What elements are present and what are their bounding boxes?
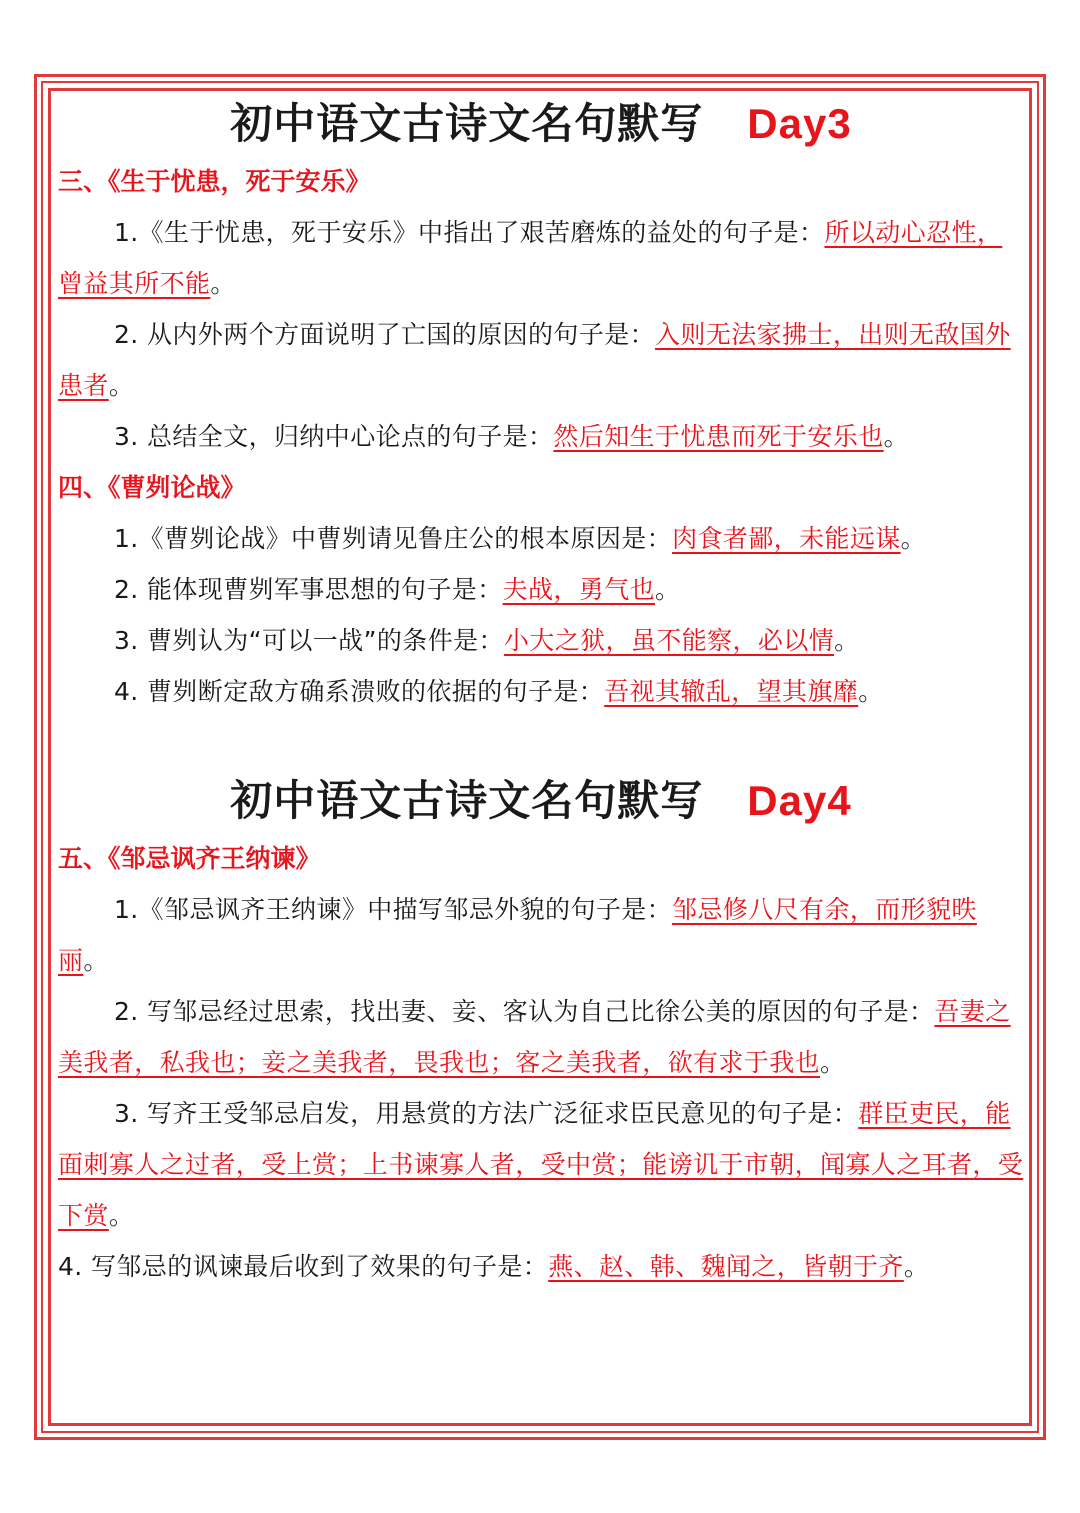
day4-title-text: 初中语文古诗文名句默写 <box>230 776 704 825</box>
sentence-end: 。 <box>883 422 910 451</box>
day4-title <box>58 769 1024 833</box>
question-prompt: 3. 写齐王受邹忌启发，用悬赏的方法广泛征求臣民意见的句子是： <box>114 1099 859 1128</box>
answer-text: 入则无法家拂士，出则无敌国外患者 <box>58 320 1011 400</box>
sentence-end: 。 <box>858 677 884 706</box>
sentence-end: 。 <box>108 371 135 400</box>
question-item <box>58 207 1024 309</box>
sentence-end: 。 <box>108 1201 135 1230</box>
section-heading: 五、《邹忌讽齐王纳谏》 <box>58 844 321 873</box>
day3-day-label: Day3 <box>747 100 852 147</box>
question-prompt: 2. 能体现曹刿军事思想的句子是： <box>114 575 503 604</box>
answer-text: 邹忌修八尺有余，而形貌昳丽 <box>58 895 977 975</box>
answer-text: 吾视其辙乱，望其旗靡 <box>604 677 859 706</box>
answer-text: 夫战，勇气也 <box>502 575 656 604</box>
answer-text: 群臣吏民，能面刺寡人之过者，受上赏；上书谏寡人者，受中赏；能谤讥于市朝，闻寡人之耳者，受下赏 <box>58 1099 1024 1230</box>
day3-title-text: 初中语文古诗文名句默写 <box>230 99 704 148</box>
sentence-end: 。 <box>900 524 927 553</box>
question-item <box>58 513 1024 564</box>
question-item <box>58 986 1024 1088</box>
sentence-end: 。 <box>655 575 681 604</box>
question-item <box>58 615 1024 666</box>
question-prompt: 3. 总结全文，归纳中心论点的句子是： <box>114 422 554 451</box>
answer-text: 小大之狱，虽不能察，必以情 <box>503 626 835 655</box>
question-item <box>58 1241 1024 1292</box>
question-prompt: 1.《邹忌讽齐王纳谏》中描写邹忌外貌的句子是： <box>114 895 673 924</box>
section-heading: 四、《曹刿论战》 <box>58 473 246 502</box>
answer-text: 然后知生于忧患而死于安乐也 <box>553 422 884 451</box>
sentence-end: 。 <box>83 946 109 975</box>
question-item <box>58 564 1024 615</box>
question-prompt: 1.《曹刿论战》中曹刿请见鲁庄公的根本原因是： <box>114 524 673 553</box>
question-prompt: 4. 写邹忌的讽谏最后收到了效果的句子是： <box>58 1252 549 1281</box>
sentence-end: 。 <box>903 1252 930 1281</box>
question-prompt: 4. 曹刿断定敌方确系溃败的依据的句子是： <box>114 677 605 706</box>
question-prompt: 2. 从内外两个方面说明了亡国的原因的句子是： <box>114 320 656 349</box>
section-spacer <box>58 717 1024 769</box>
question-item <box>58 666 1024 717</box>
sentence-end: 。 <box>210 269 236 298</box>
sentence-end: 。 <box>834 626 860 655</box>
worksheet-content <box>58 92 1024 1292</box>
question-item <box>58 309 1024 411</box>
question-prompt: 3. 曹刿认为“可以一战”的条件是： <box>114 626 504 655</box>
question-item <box>58 1088 1024 1241</box>
day4-day-label: Day4 <box>747 777 852 824</box>
answer-text: 吾妻之美我者，私我也；妾之美我者，畏我也；客之美我者，欲有求于我也 <box>58 997 1011 1077</box>
day3-title <box>58 92 1024 156</box>
answer-text: 燕、赵、韩、魏闻之，皆朝于齐 <box>548 1252 904 1281</box>
question-item <box>58 411 1024 462</box>
section-heading: 三、《生于忧患，死于安乐》 <box>58 167 371 196</box>
sentence-end: 。 <box>820 1048 846 1077</box>
question-prompt: 2. 写邹忌经过思索，找出妻、妾、客认为自己比徐公美的原因的句子是： <box>114 997 935 1026</box>
question-item <box>58 884 1024 986</box>
answer-text: 肉食者鄙，未能远谋 <box>672 524 901 553</box>
answer-text: 所以动心忍性，曾益其所不能 <box>58 218 1003 298</box>
question-prompt: 1.《生于忧患，死于安乐》中指出了艰苦磨炼的益处的句子是： <box>114 218 825 247</box>
